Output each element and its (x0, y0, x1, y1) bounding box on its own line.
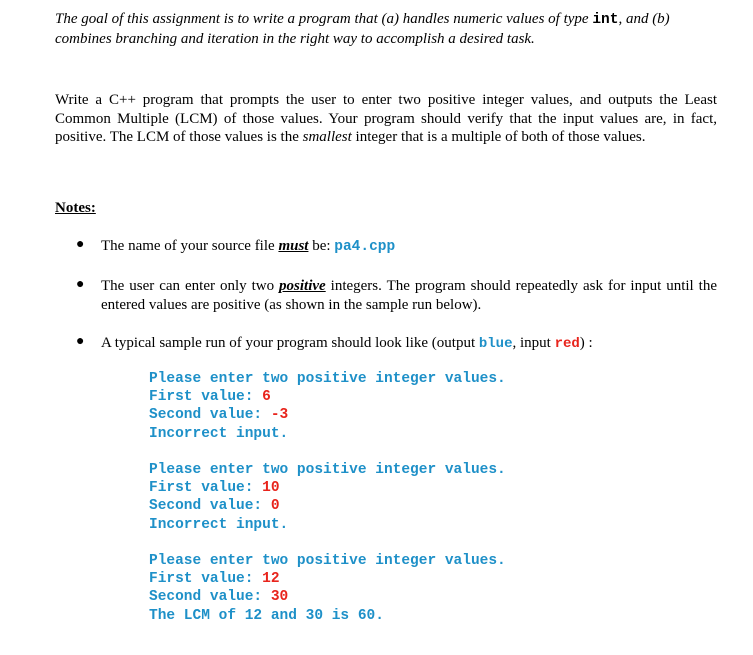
note-filename (101, 237, 717, 257)
note3-text-mid: , input (512, 335, 555, 351)
note1-emphasis: must (278, 238, 309, 254)
output-label: Second value: (149, 498, 271, 515)
output-line (149, 497, 506, 515)
output-label: Second value: (149, 407, 271, 424)
user-input: 12 (262, 571, 280, 588)
output-line (149, 388, 506, 406)
note2-text-end: integers. The program should repeatedly ask for input until the entered values are positive (as shown in the sample run below). (101, 278, 717, 313)
legend-blue: blue (478, 336, 513, 352)
output-label: First value: (149, 389, 263, 406)
sample-run-block-2 (149, 461, 506, 534)
output-line: Please enter two positive integer values. (149, 553, 506, 569)
note1-text-mid: be: (308, 238, 335, 254)
task-text-end: integer that is a multiple of both of those values. (351, 129, 646, 145)
output-line: Incorrect input. (149, 425, 289, 442)
sample-run-block-1 (149, 370, 506, 443)
user-input: -3 (270, 407, 289, 424)
bullet-icon: ● (76, 237, 85, 252)
output-label: First value: (149, 480, 263, 497)
task-text: Write a C++ program that prompts the user to enter two positive integer values, and outputs the Least Common Multiple (LCM) of those values. Your program should verify that the input values are, in fact, positive. The LCM of those values is the (55, 92, 717, 145)
note-sample-run (101, 334, 717, 354)
user-input: 0 (270, 498, 280, 515)
bullet-icon: ● (76, 277, 85, 292)
output-line: Please enter two positive integer values. (149, 462, 506, 478)
note2-text: The user can enter only two (101, 278, 280, 294)
output-label: First value: (149, 571, 263, 588)
note1-text: The name of your source file (101, 238, 279, 254)
bullet-icon: ● (76, 334, 85, 349)
intro-code-int: int (592, 12, 619, 28)
output-line: Please enter two positive integer values. (149, 371, 506, 387)
intro-paragraph (55, 10, 720, 49)
note3-text: A typical sample run of your program should look like (output (101, 335, 479, 351)
output-line (149, 588, 506, 606)
user-input: 10 (262, 480, 280, 497)
output-line (149, 570, 506, 588)
notes-heading: Notes: (55, 200, 96, 216)
output-line (149, 406, 506, 424)
user-input: 6 (262, 389, 271, 406)
output-line (149, 479, 506, 497)
legend-red: red (554, 336, 580, 352)
note2-emphasis: positive (279, 278, 326, 294)
note-positive (101, 277, 717, 314)
task-emphasis: smallest (302, 129, 352, 145)
user-input: 30 (270, 589, 289, 606)
note3-text-end: ) : (579, 335, 593, 351)
output-line: Incorrect input. (149, 516, 289, 533)
intro-text-end: , and (b) combines branching and iteration in the right way to accomplish a desired task. (55, 11, 670, 47)
output-label: Second value: (149, 589, 271, 606)
output-line: The LCM of 12 and 30 is 60. (149, 607, 384, 624)
task-paragraph (55, 91, 717, 147)
intro-text: The goal of this assignment is to write a program that (a) handles numeric values of type (55, 11, 593, 27)
sample-run-block-3 (149, 552, 506, 625)
source-filename: pa4.cpp (334, 239, 396, 255)
